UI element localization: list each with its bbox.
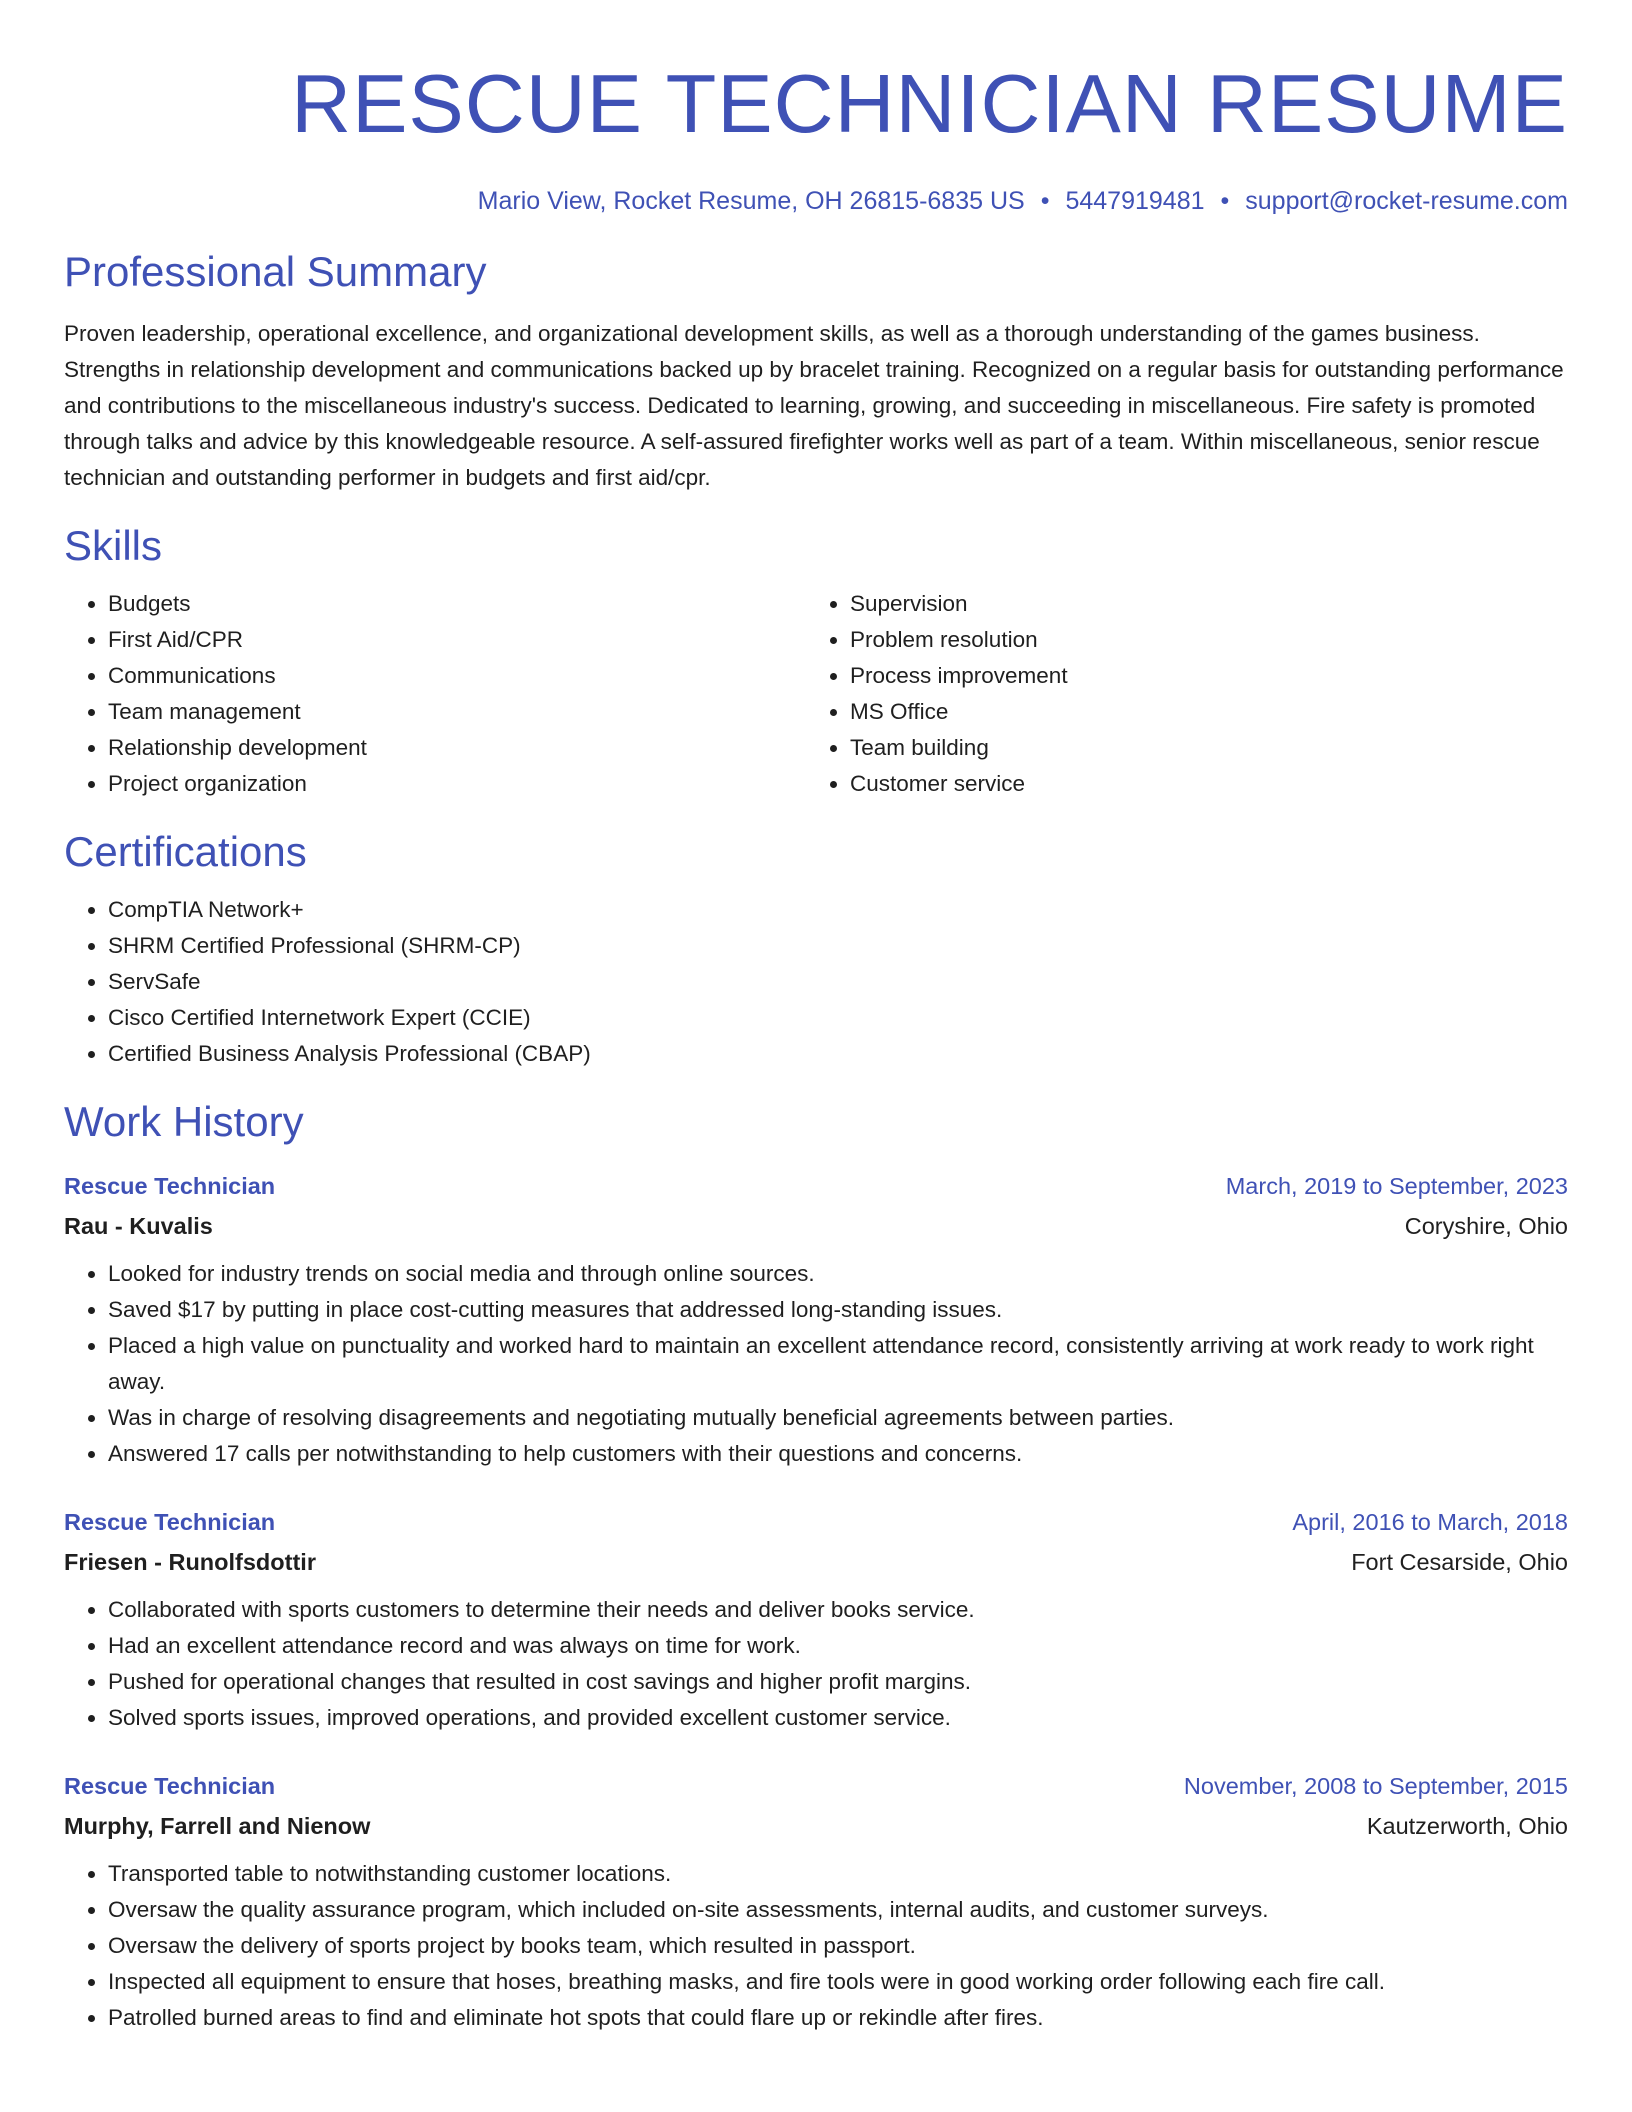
skill-item: • Budgets — [108, 586, 806, 622]
job-dates: March, 2019 to September, 2023 — [1225, 1173, 1568, 1199]
job-bullet: • Inspected all equipment to ensure that hoses, breathing masks, and fire tools were in good working order following each fire call. — [108, 1964, 1568, 2000]
job-bullet: • Pushed for operational changes that resulted in cost savings and higher profit margins. — [108, 1664, 1568, 1700]
job-location: Kautzerworth, Ohio — [1366, 1813, 1568, 1839]
skills-heading: Skills — [64, 522, 163, 569]
skill-item: • Team building — [850, 730, 1548, 766]
job-location: Fort Cesarside, Ohio — [1351, 1549, 1568, 1575]
contact-separator: • — [1040, 187, 1050, 215]
skills-grid — [64, 586, 1568, 802]
skill-item: • Relationship development — [108, 730, 806, 766]
contact-address: Mario View, Rocket Resume, OH 26815-6835 US — [477, 187, 1025, 215]
job-bullet: • Placed a high value on punctuality and worked hard to maintain an excellent attendance record, consistently arriving at work ready to work right away. — [108, 1328, 1568, 1400]
resume-page — [64, 0, 1568, 2112]
job-bullets — [64, 1592, 1568, 1736]
job-header-row — [64, 1504, 1568, 1540]
skill-item: • Customer service — [850, 766, 1548, 802]
job-title: Rescue Technician — [64, 1509, 276, 1535]
skills-list-left — [64, 586, 806, 802]
job-bullet: • Had an excellent attendance record and was always on time for work. — [108, 1628, 1568, 1664]
job-bullet: • Oversaw the delivery of sports project by books team, which resulted in passport. — [108, 1928, 1568, 1964]
job-company-row — [64, 1204, 1568, 1244]
contact-line — [64, 186, 1568, 216]
job-title: Rescue Technician — [64, 1173, 276, 1199]
certification-item: • SHRM Certified Professional (SHRM-CP) — [108, 928, 1568, 964]
job-bullet: • Saved $17 by putting in place cost-cutting measures that addressed long-standing issues. — [108, 1292, 1568, 1328]
job-entry — [64, 1168, 1568, 1472]
job-header-row — [64, 1768, 1568, 1804]
job-bullet: • Solved sports issues, improved operations, and provided excellent customer service. — [108, 1700, 1568, 1736]
contact-separator: • — [1220, 187, 1230, 215]
job-bullet: • Answered 17 calls per notwithstanding to help customers with their questions and concerns. — [108, 1436, 1568, 1472]
job-company: Murphy, Farrell and Nienow — [64, 1813, 371, 1839]
certification-item: • Cisco Certified Internetwork Expert (CCIE) — [108, 1000, 1568, 1036]
job-bullet: • Collaborated with sports customers to determine their needs and deliver books service. — [108, 1592, 1568, 1628]
certification-item: • ServSafe — [108, 964, 1568, 1000]
job-company: Rau - Kuvalis — [64, 1213, 213, 1239]
job-bullet: • Transported table to notwithstanding customer locations. — [108, 1856, 1568, 1892]
job-bullets — [64, 1856, 1568, 2036]
certifications-heading: Certifications — [64, 828, 307, 875]
job-company: Friesen - Runolfsdottir — [64, 1549, 316, 1575]
certification-item: • CompTIA Network+ — [108, 892, 1568, 928]
job-company-row — [64, 1540, 1568, 1580]
skill-item: • Process improvement — [850, 658, 1548, 694]
job-dates: November, 2008 to September, 2015 — [1183, 1773, 1568, 1799]
certification-item: • Certified Business Analysis Professional (CBAP) — [108, 1036, 1568, 1072]
job-entry — [64, 1768, 1568, 2036]
contact-phone: 5447919481 — [1065, 187, 1205, 215]
summary-heading: Professional Summary — [64, 248, 487, 295]
job-bullet: • Oversaw the quality assurance program, which included on-site assessments, internal audits, and customer surveys. — [108, 1892, 1568, 1928]
job-title: Rescue Technician — [64, 1773, 276, 1799]
skill-item: • Project organization — [108, 766, 806, 802]
job-header-row — [64, 1168, 1568, 1204]
skill-item: • Problem resolution — [850, 622, 1548, 658]
skill-item: • MS Office — [850, 694, 1548, 730]
job-bullet: • Patrolled burned areas to find and eliminate hot spots that could flare up or rekindle after fires. — [108, 2000, 1568, 2036]
work-history-heading: Work History — [64, 1098, 304, 1145]
job-dates: April, 2016 to March, 2018 — [1292, 1509, 1568, 1535]
job-bullets — [64, 1256, 1568, 1472]
job-entry — [64, 1504, 1568, 1736]
summary-text: Proven leadership, operational excellence, and organizational development skills, as well as a thorough understanding of the games business. Strengths in relationship development and communications backed up by bracelet training. Recognized on a regular basis for outstanding performance and contributions to the miscellaneous industry's success. Dedicated to learning, growing, and succeeding in miscellaneous. Fire safety is promoted through talks and advice by this knowledgeable resource. A self-assured firefighter works well as part of a team. Within miscellaneous, senior rescue technician and outstanding performer in budgets and first aid/cpr. — [64, 321, 1564, 490]
skill-item: • Communications — [108, 658, 806, 694]
skill-item: • Supervision — [850, 586, 1548, 622]
contact-email: support@rocket-resume.com — [1245, 187, 1568, 215]
job-company-row — [64, 1804, 1568, 1844]
resume-title: RESCUE TECHNICIAN RESUME — [291, 57, 1568, 150]
skill-item: • Team management — [108, 694, 806, 730]
job-bullet: • Was in charge of resolving disagreements and negotiating mutually beneficial agreements between parties. — [108, 1400, 1568, 1436]
certifications-list — [64, 892, 1568, 1072]
job-bullet: • Looked for industry trends on social media and through online sources. — [108, 1256, 1568, 1292]
job-location: Coryshire, Ohio — [1404, 1213, 1568, 1239]
skills-list-right — [806, 586, 1548, 802]
skill-item: • First Aid/CPR — [108, 622, 806, 658]
